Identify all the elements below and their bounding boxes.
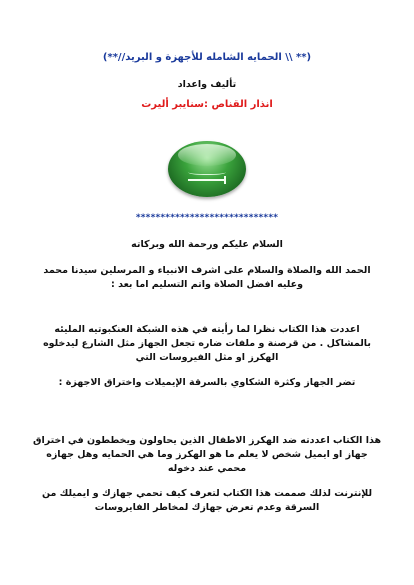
orb-gloss [178, 144, 236, 166]
book-line: محمي عند دخوله [167, 463, 247, 474]
closing-line: السرقة وعدم تعرض جهازك لمخاطر الفايروسات [94, 502, 320, 513]
damage-line: تضر الجهاز وكثرة الشكاوي بالسرقة الإيميلات واختراق الاجهزة : [58, 377, 356, 388]
document-title: (** \\ الحمايه الشامله للأجهزة و البريد//**) [102, 52, 312, 63]
star-separator: ***************************** [135, 213, 279, 223]
book-line: هذا الكتاب اعددته ضد الهكرز الاطفال الذين يحاولون ويخططون في اختراق [32, 435, 382, 446]
sword-icon [188, 179, 226, 181]
closing-line: للإنترنت لذلك صممت هذا الكتاب لتعرف كيف تحمي جهازك و ايميلك من [41, 488, 373, 499]
book-line: جهاز او ايميل شخص لا يعلم ما هو الهكرز وما هي الحمايه وهل جهازه [46, 449, 368, 460]
greeting: السلام عليكم ورحمة الله وبركاته [131, 239, 283, 250]
flag-script-mark [188, 168, 226, 175]
intro-line: وعليه افضل الصلاة واتم التسليم اما بعد : [110, 279, 304, 290]
purpose-line: اعددت هذا الكتاب نظرا لما رأيته في هذه الشبكة العنكبوتيه المليئه [54, 324, 360, 335]
intro-line: الحمد الله والصلاة والسلام على اشرف الانبياء و المرسلين سيدنا محمد [43, 265, 371, 276]
purpose-line: الهكرز او مثل الفيروسات التي [135, 352, 279, 363]
author-label: تأليف واعداد [177, 79, 237, 90]
purpose-line: بالمشاكل . من قرصنة و ملفات ضاره تجعل الجهاز مثل الشارع ليدخلوه [43, 338, 371, 349]
sword-hilt [224, 176, 226, 184]
author-name: انذار القناص :سنايبر أليرت [141, 99, 273, 110]
saudi-flag-orb-icon [168, 141, 246, 197]
